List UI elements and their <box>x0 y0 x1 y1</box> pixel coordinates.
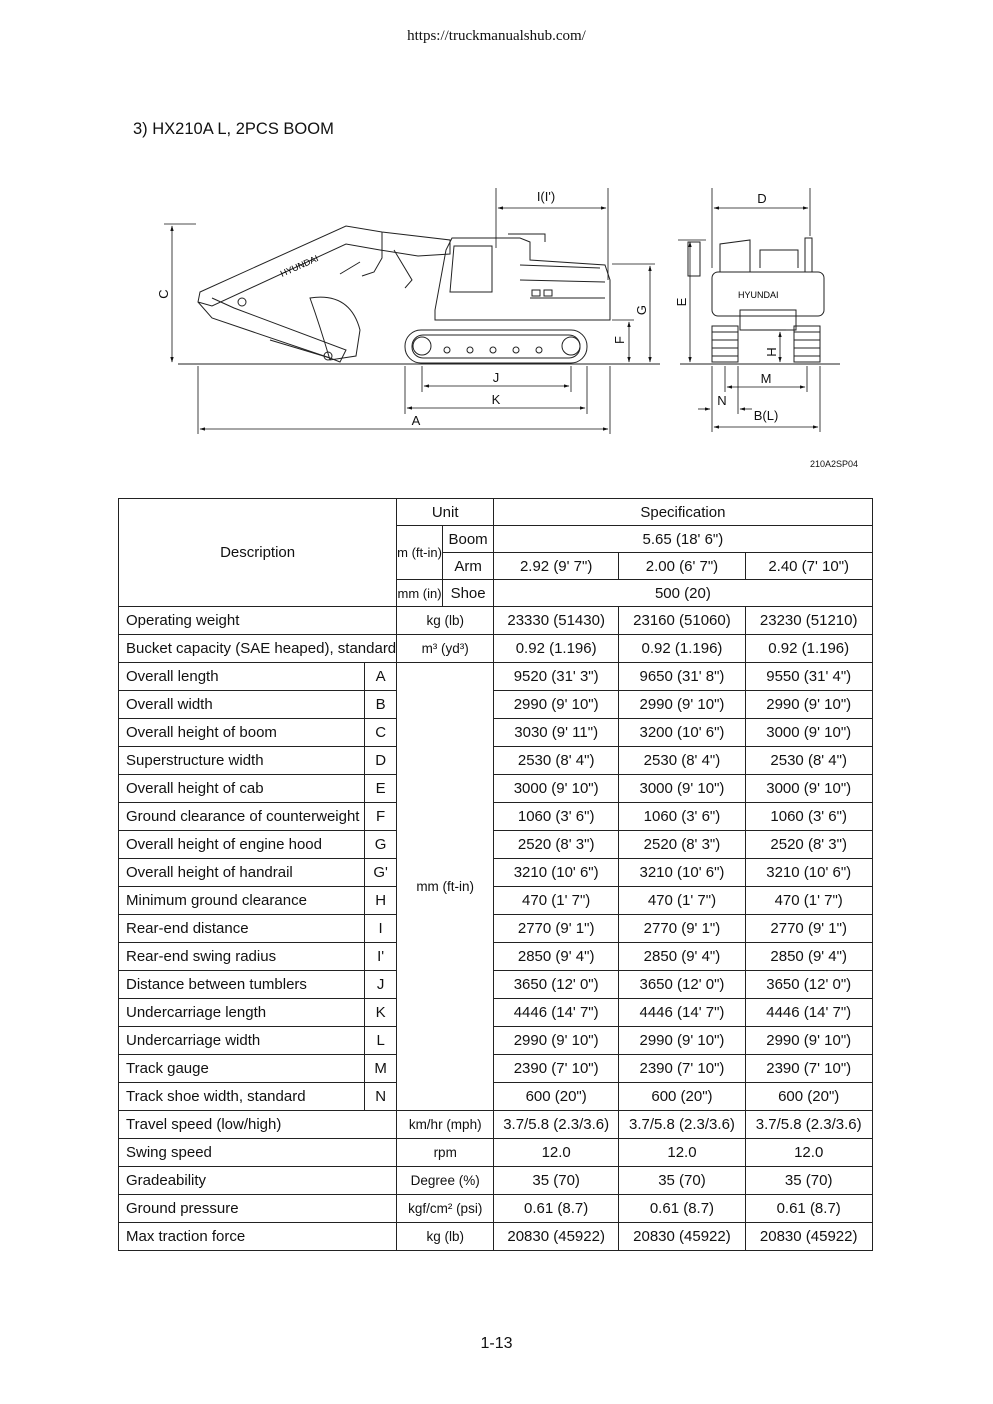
row-value: 2530 (8' 4") <box>494 747 619 775</box>
row-code: M <box>365 1055 397 1083</box>
row-description: Gradeability <box>119 1167 397 1195</box>
row-value: 2990 (9' 10") <box>745 691 872 719</box>
dim-label-e: E <box>674 297 689 307</box>
row-unit: m³ (yd³) <box>397 635 494 663</box>
row-value: 3030 (9' 11") <box>494 719 619 747</box>
spec-table <box>118 498 993 1251</box>
row-value: 1060 (3' 6") <box>745 803 872 831</box>
row-description: Bucket capacity (SAE heaped), standard <box>119 635 397 663</box>
table-row <box>119 1139 993 1167</box>
dimension-diagram <box>150 180 890 440</box>
row-value: 4446 (14' 7") <box>494 999 619 1027</box>
row-value: 23160 (51060) <box>619 607 746 635</box>
row-value: 2520 (8' 3") <box>745 831 872 859</box>
row-value: 0.61 (8.7) <box>619 1195 746 1223</box>
row-value: 1060 (3' 6") <box>619 803 746 831</box>
dimension-unit: mm (ft-in) <box>397 663 494 1111</box>
row-code: L <box>365 1027 397 1055</box>
row-code: J <box>365 971 397 999</box>
table-row <box>119 635 993 663</box>
row-value: 2850 (9' 4") <box>494 943 619 971</box>
row-unit: km/hr (mph) <box>397 1111 494 1139</box>
row-description: Max traction force <box>119 1223 397 1251</box>
row-value: 0.92 (1.196) <box>494 635 619 663</box>
row-value: 3650 (12' 0") <box>619 971 746 999</box>
row-value: 2390 (7' 10") <box>745 1055 872 1083</box>
row-value: 470 (1' 7") <box>745 887 872 915</box>
row-value: 4446 (14' 7") <box>745 999 872 1027</box>
header-mm-in: mm (in) <box>397 580 443 607</box>
row-unit: kgf/cm² (psi) <box>397 1195 494 1223</box>
table-row <box>119 887 993 915</box>
row-value: 3.7/5.8 (2.3/3.6) <box>494 1111 619 1139</box>
row-value: 2850 (9' 4") <box>619 943 746 971</box>
brand-text-front: HYUNDAI <box>738 290 779 300</box>
front-track-right <box>794 326 820 362</box>
table-row <box>119 719 993 747</box>
row-value: 3000 (9' 10") <box>619 775 746 803</box>
row-value: 2990 (9' 10") <box>494 1027 619 1055</box>
row-description: Overall height of engine hood <box>119 831 365 859</box>
row-value: 12.0 <box>745 1139 872 1167</box>
row-value: 2990 (9' 10") <box>619 691 746 719</box>
row-unit: kg (lb) <box>397 607 494 635</box>
table-row <box>119 775 993 803</box>
table-row <box>119 971 993 999</box>
row-value: 2990 (9' 10") <box>494 691 619 719</box>
table-row <box>119 607 993 635</box>
dim-label-n: N <box>717 393 727 408</box>
row-value: 23230 (51210) <box>745 607 872 635</box>
dim-label-j: J <box>492 370 500 385</box>
row-value: 23330 (51430) <box>494 607 619 635</box>
row-code: A <box>365 663 397 691</box>
shoe-width: 500 (20) <box>494 580 872 607</box>
row-description: Overall height of boom <box>119 719 365 747</box>
row-description: Superstructure width <box>119 747 365 775</box>
row-description: Rear-end distance <box>119 915 365 943</box>
row-description: Overall width <box>119 691 365 719</box>
header-specification: Specification <box>494 499 872 526</box>
row-code: H <box>365 887 397 915</box>
table-row <box>119 1167 993 1195</box>
row-code: B <box>365 691 397 719</box>
table-row <box>119 999 993 1027</box>
row-code: G <box>365 831 397 859</box>
row-value: 2530 (8' 4") <box>619 747 746 775</box>
arm-length: 2.40 (7' 10") <box>745 553 872 580</box>
dim-label-f: F <box>612 336 627 344</box>
row-description: Overall length <box>119 663 365 691</box>
row-code: I' <box>365 943 397 971</box>
row-value: 20830 (45922) <box>745 1223 872 1251</box>
row-value: 600 (20") <box>494 1083 619 1111</box>
row-description: Ground clearance of counterweight <box>119 803 365 831</box>
row-value: 35 (70) <box>494 1167 619 1195</box>
row-description: Undercarriage width <box>119 1027 365 1055</box>
row-value: 2990 (9' 10") <box>745 1027 872 1055</box>
figure-code: 210A2SP04 <box>810 459 859 469</box>
row-value: 35 (70) <box>745 1167 872 1195</box>
table-row <box>119 803 993 831</box>
dim-label-a: A <box>411 413 421 428</box>
dim-label-m: M <box>760 371 772 386</box>
row-value: 3210 (10' 6") <box>494 859 619 887</box>
header-arm: Arm <box>442 553 493 580</box>
row-description: Ground pressure <box>119 1195 397 1223</box>
row-value: 2770 (9' 1") <box>619 915 746 943</box>
row-description: Track shoe width, standard <box>119 1083 365 1111</box>
table-row <box>119 831 993 859</box>
row-description: Track gauge <box>119 1055 365 1083</box>
row-code: G' <box>365 859 397 887</box>
page-number: 1-13 <box>480 1335 513 1352</box>
brand-text-side: HYUNDAI <box>278 253 320 279</box>
boom <box>198 226 450 306</box>
table-row <box>119 1083 993 1111</box>
row-value: 3210 (10' 6") <box>619 859 746 887</box>
row-value: 3.7/5.8 (2.3/3.6) <box>619 1111 746 1139</box>
row-value: 2390 (7' 10") <box>494 1055 619 1083</box>
row-value: 12.0 <box>619 1139 746 1167</box>
row-description: Rear-end swing radius <box>119 943 365 971</box>
row-value: 35 (70) <box>619 1167 746 1195</box>
table-row <box>119 663 993 691</box>
row-value: 0.92 (1.196) <box>745 635 872 663</box>
row-value: 3650 (12' 0") <box>745 971 872 999</box>
row-description: Distance between tumblers <box>119 971 365 999</box>
table-row <box>119 1055 993 1083</box>
row-value: 3210 (10' 6") <box>745 859 872 887</box>
dim-label-d: D <box>757 191 767 206</box>
row-value: 9550 (31' 4") <box>745 663 872 691</box>
row-value: 4446 (14' 7") <box>619 999 746 1027</box>
row-value: 9650 (31' 8") <box>619 663 746 691</box>
arm <box>198 298 346 362</box>
row-value: 3000 (9' 10") <box>745 775 872 803</box>
row-description: Operating weight <box>119 607 397 635</box>
row-value: 2770 (9' 1") <box>745 915 872 943</box>
dim-label-i: I(I') <box>536 189 556 204</box>
header-shoe: Shoe <box>442 580 493 607</box>
row-value: 20830 (45922) <box>494 1223 619 1251</box>
front-track-left <box>712 326 738 362</box>
row-unit: rpm <box>397 1139 494 1167</box>
source-url[interactable]: https://truckmanualshub.com/ <box>407 28 586 44</box>
row-description: Overall height of cab <box>119 775 365 803</box>
row-value: 2530 (8' 4") <box>745 747 872 775</box>
table-row <box>119 1027 993 1055</box>
table-row <box>119 747 993 775</box>
arm-length: 2.00 (6' 7") <box>619 553 746 580</box>
row-value: 2520 (8' 3") <box>619 831 746 859</box>
row-unit: Degree (%) <box>397 1167 494 1195</box>
section-title: 3) HX210A L, 2PCS BOOM <box>133 120 334 138</box>
row-description: Minimum ground clearance <box>119 887 365 915</box>
row-value: 1060 (3' 6") <box>494 803 619 831</box>
row-code: E <box>365 775 397 803</box>
row-value: 2390 (7' 10") <box>619 1055 746 1083</box>
row-value: 600 (20") <box>745 1083 872 1111</box>
header-boom: Boom <box>442 526 493 553</box>
dim-label-h: H <box>764 347 779 357</box>
row-value: 20830 (45922) <box>619 1223 746 1251</box>
table-row <box>119 915 993 943</box>
row-value: 470 (1' 7") <box>494 887 619 915</box>
row-value: 3000 (9' 10") <box>745 719 872 747</box>
row-value: 12.0 <box>494 1139 619 1167</box>
table-row <box>119 691 993 719</box>
row-description: Undercarriage length <box>119 999 365 1027</box>
row-code: F <box>365 803 397 831</box>
row-value: 9520 (31' 3") <box>494 663 619 691</box>
row-value: 2520 (8' 3") <box>494 831 619 859</box>
row-value: 2770 (9' 1") <box>494 915 619 943</box>
row-value: 3200 (10' 6") <box>619 719 746 747</box>
row-value: 0.61 (8.7) <box>494 1195 619 1223</box>
row-code: N <box>365 1083 397 1111</box>
row-value: 2850 (9' 4") <box>745 943 872 971</box>
row-code: K <box>365 999 397 1027</box>
upper-structure <box>435 238 610 320</box>
table-row <box>119 1223 993 1251</box>
boom-length: 5.65 (18' 6") <box>494 526 872 553</box>
table-row <box>119 1111 993 1139</box>
row-value: 0.61 (8.7) <box>745 1195 872 1223</box>
bucket <box>310 297 360 360</box>
table-row <box>119 859 993 887</box>
row-description: Swing speed <box>119 1139 397 1167</box>
row-code: C <box>365 719 397 747</box>
dim-label-bl: B(L) <box>753 408 779 423</box>
row-value: 2990 (9' 10") <box>619 1027 746 1055</box>
dim-label-g: G <box>634 304 649 316</box>
row-value: 470 (1' 7") <box>619 887 746 915</box>
row-value: 3000 (9' 10") <box>494 775 619 803</box>
row-value: 3650 (12' 0") <box>494 971 619 999</box>
row-value: 0.92 (1.196) <box>619 635 746 663</box>
header-unit: Unit <box>397 499 494 526</box>
row-code: I <box>365 915 397 943</box>
dim-label-k: K <box>491 392 501 407</box>
header-m-unit: m (ft-in) <box>397 526 443 580</box>
row-description: Travel speed (low/high) <box>119 1111 397 1139</box>
arm-length: 2.92 (9' 7") <box>494 553 619 580</box>
header-description: Description <box>119 499 397 607</box>
row-unit: kg (lb) <box>397 1223 494 1251</box>
dim-label-c: C <box>156 289 171 299</box>
row-code: D <box>365 747 397 775</box>
row-value: 600 (20") <box>619 1083 746 1111</box>
row-value: 3.7/5.8 (2.3/3.6) <box>745 1111 872 1139</box>
table-row <box>119 1195 993 1223</box>
table-row <box>119 943 993 971</box>
row-description: Overall height of handrail <box>119 859 365 887</box>
